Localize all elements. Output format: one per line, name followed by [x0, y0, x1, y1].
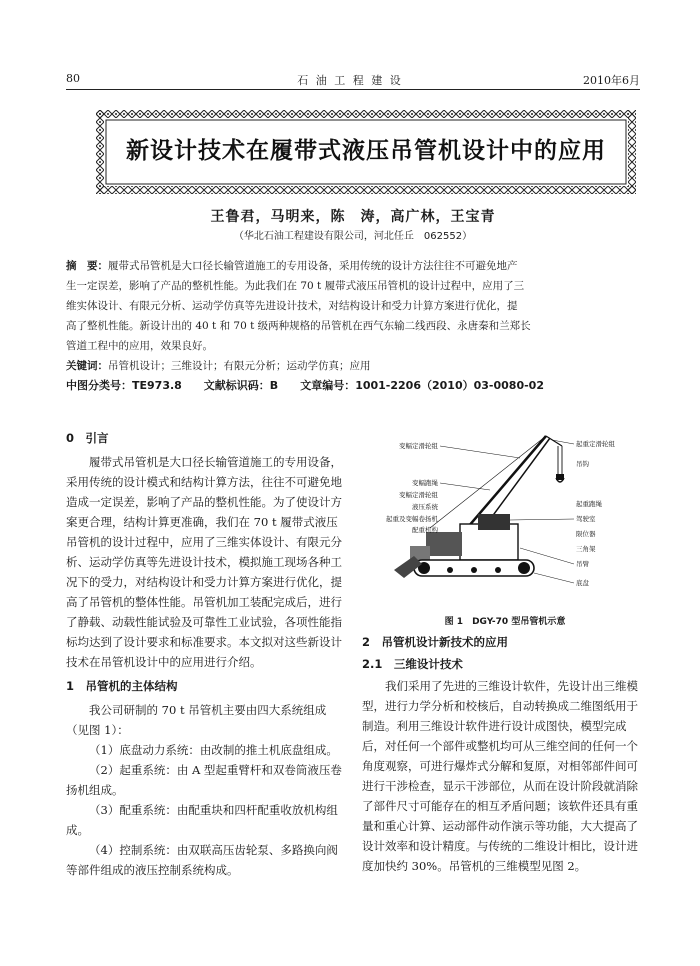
section-1-heading: 1 吊管机的主体结构: [66, 679, 178, 693]
label-r3: 起重跑绳: [576, 500, 602, 508]
keywords-label: 关键词：: [66, 360, 108, 372]
header-rule: [66, 89, 640, 90]
label-r4: 驾驶室: [576, 515, 596, 523]
journal-name: 石 油 工 程 建 设: [297, 74, 403, 87]
label-r6: 三角架: [576, 545, 596, 553]
classification-line: 中图分类号：TE973.8 文献标识码：B 文章编号：1001-2206（2010）03-0080-02: [66, 379, 544, 392]
section-1-item-4: （4）控制系统：由双联高压齿轮泵、多路换向阀等部件组成的液压控制系统构成。: [66, 843, 338, 877]
abstract-label: 摘 要：: [66, 260, 108, 272]
section-1-item-2: （2）起重系统：由 A 型起重臂杆和双卷筒液压卷扬机组成。: [66, 763, 342, 797]
abstract-line-4: 高了整机性能。新设计出的 40 t 和 70 t 级两种规格的吊管机在西气东输二线西段、永唐秦和兰郑长: [66, 320, 531, 332]
page-number: 80: [66, 72, 80, 85]
section-1-item-3: （3）配重系统：由配重块和四杆配重收放机构组成。: [66, 803, 338, 837]
section-2-1-heading: 2.1 三维设计技术: [362, 657, 463, 671]
section-2-1-paragraph: 我们采用了先进的三维设计软件，先设计出三维模型，进行力学分析和校核后，自动转换成二维图纸用于制造。利用三维设计软件进行设计成图快，模型完成后，对任何一个部件或整机均可从三维空间的任何一个角度观察，可进行爆炸式分解和复原，对相邻部件间可进行干涉检查，显示干涉部位，从而在设计阶段就消除了部件尺寸可能存在的相互矛盾问题；该软件还具有重量和重心计算、运动部件动作演示等功能，大大提高了设计效率和设计精度。与传统的二维设计相比，设计进度加快约 30%。吊管机的三维模型见图 2。: [362, 679, 638, 873]
abstract-text-1: 履带式吊管机是大口径长输管道施工的专用设备，采用传统的设计方法往往不可避免地产: [108, 260, 518, 272]
section-0-heading: 0 引言: [66, 431, 109, 445]
section-1-paragraph: 我公司研制的 70 t 吊管机主要由四大系统组成（见图 1）：: [66, 703, 327, 737]
label-l5: 起重及变幅卷扬机: [386, 515, 438, 523]
title-frame: [96, 110, 636, 194]
abstract-line-5: 管道工程中的应用，效果良好。: [66, 340, 213, 352]
figure-1-caption: 图 1 DGY-70 型吊管机示意: [444, 617, 566, 627]
affiliation: （华北石油工程建设有限公司，河北任丘 062552）: [233, 231, 473, 242]
right-column: [362, 632, 640, 876]
pipelayer-diagram: [370, 428, 640, 618]
label-l1: 变幅定滑轮组: [399, 442, 438, 450]
label-l2: 变幅跑绳: [412, 479, 438, 487]
label-r8: 底盘: [576, 579, 589, 587]
section-2-heading: 2 吊管机设计新技术的应用: [362, 635, 509, 649]
label-r5: 限位器: [576, 530, 596, 538]
issue-date: 2010年6月: [583, 74, 640, 87]
left-column: [66, 428, 348, 880]
keywords: 吊管机设计；三维设计；有限元分析；运动学仿真；应用: [108, 360, 371, 372]
label-l6: 配重机构: [412, 526, 438, 534]
label-l3: 变幅定滑轮组: [399, 491, 438, 499]
authors: 王鲁君，马明来，陈 涛，高广林，王宝青: [210, 209, 496, 225]
figure-1: [370, 428, 640, 618]
label-l4: 液压系统: [412, 503, 438, 511]
keywords-line: [66, 356, 640, 376]
abstract-line-1: [66, 256, 640, 276]
section-1-item-1: （1）底盘动力系统：由改制的推土机底盘组成。: [89, 743, 338, 757]
abstract-line-3: 维实体设计、有限元分析、运动学仿真等先进设计技术，对结构设计和受力计算方案进行优化，提: [66, 300, 518, 312]
abstract-line-2: 生一定误差，影响了产品的整机性能。为此我们在 70 t 履带式液压吊管机的设计过程中，应用了三: [66, 280, 525, 292]
section-0-paragraph: 履带式吊管机是大口径长输管道施工的专用设备，采用传统的设计模式和结构计算方法，往往不可避免地造成一定误差，影响了产品的整机性能。为了使设计方案更合理，结构计算更准确，我们在 70 t 履带式液压吊管机的设计过程中，应用了三维实体设计、有限元分析、运动学仿真等先进设计技术，模拟施工现场各种工况下的受力，对结构设计和受力计算方案进行优化，提高了吊管机的整体性能。吊管机加工装配完成后，进行了静载、动载性能试验及可靠性工业试验，各项性能指标均达到了设计要求和标准要求。本文拟对这些新设计技术在吊管机设计中的应用进行介绍。: [66, 455, 342, 669]
article-title: 新设计技术在履带式液压吊管机设计中的应用: [126, 138, 606, 164]
label-r2: 吊钩: [576, 460, 589, 468]
label-r7: 吊臂: [576, 560, 589, 568]
label-r1: 起重定滑轮组: [576, 440, 615, 448]
